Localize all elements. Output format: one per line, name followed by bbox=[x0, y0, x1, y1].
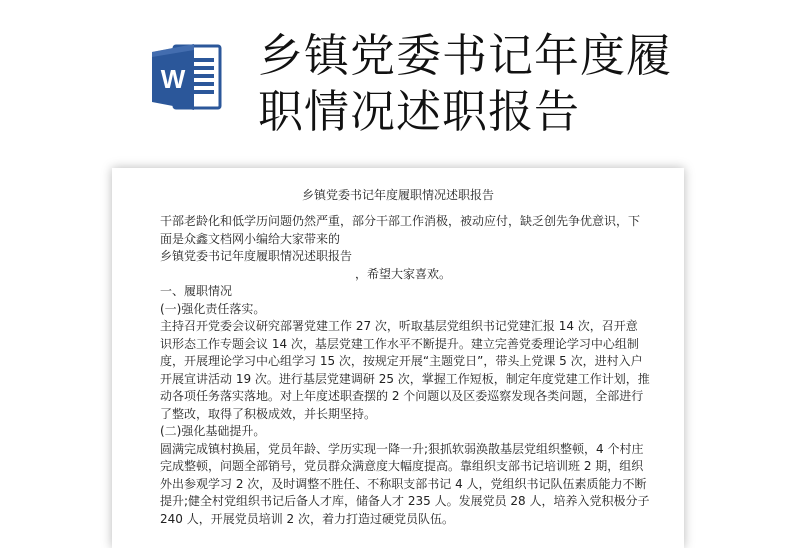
paragraph-line: ，希望大家喜欢。 bbox=[355, 266, 452, 281]
paragraph-line: 干部老龄化和低学历问题仍然严重，部分干部工作消极，被动应付，缺乏创先争优意识，下 bbox=[160, 214, 641, 228]
header-banner bbox=[0, 0, 800, 160]
subsection-heading: (一)强化责任落实。 bbox=[160, 301, 266, 316]
paragraph-line: 外出参观学习 2 次，及时调整不胜任、不称职支部书记 4 人，党组织书记队伍素质能力不断 bbox=[160, 476, 647, 491]
paragraph-line: 动各项任务落实落地。对上年度述职查摆的 2 个问题以及区委巡察发现各类问题，全部进行 bbox=[160, 389, 644, 403]
paragraph-line: 圆满完成镇村换届，党员年龄、学历实现一降一升;狠抓软弱涣散基层党组织整顿，4 个村庄 bbox=[160, 441, 644, 456]
paragraph-line: 乡镇党委书记年度履职情况述职报告 bbox=[160, 249, 353, 263]
document-page bbox=[112, 168, 684, 548]
paragraph-line: 了整改，取得了积极成效，并长期坚持。 bbox=[160, 406, 377, 421]
document-body bbox=[160, 213, 650, 528]
paragraph-line: 240 人，开展党员培训 2 次，着力打造过硬党员队伍。 bbox=[160, 511, 454, 526]
subsection-heading: (二)强化基础提升。 bbox=[160, 424, 266, 438]
word-icon-letter: W bbox=[160, 64, 186, 94]
paragraph-line: 面是众鑫文档网小编给大家带来的 bbox=[160, 231, 341, 246]
section-heading: 一、履职情况 bbox=[160, 284, 233, 298]
paragraph-line: 提升;健全村党组织书记后备人才库，储备人才 235 人。发展党员 28 人，培养入党积极分子 bbox=[160, 494, 650, 508]
page-title-line-1: 乡镇党委书记年度履 bbox=[258, 29, 673, 82]
page-title-line-2: 职情况述职报告 bbox=[258, 85, 581, 138]
paragraph-line: 识形态工作专题会议 14 次，基层党建工作水平不断提升。建立完善党委理论学习中心组制 bbox=[160, 336, 639, 351]
page-title bbox=[258, 28, 778, 140]
paragraph-line: 开展宣讲活动 19 次。进行基层党建调研 25 次，掌握工作短板，制定年度党建工作计划，推 bbox=[160, 371, 650, 386]
paragraph-line: 度，开展理论学习中心组学习 15 次，按规定开展“主题党日”，带头上党课 5 次，进村入户 bbox=[160, 354, 643, 368]
paragraph-line: 完成整顿，问题全部销号，党员群众满意度大幅度提高。靠组织支部书记培训班 2 期，组织 bbox=[160, 459, 644, 473]
word-document-icon bbox=[150, 40, 224, 114]
document-title: 乡镇党委书记年度履职情况述职报告 bbox=[301, 188, 494, 202]
paragraph-line: 主持召开党委会议研究部署党建工作 27 次，听取基层党组织书记党建汇报 14 次，召开意 bbox=[160, 319, 638, 333]
